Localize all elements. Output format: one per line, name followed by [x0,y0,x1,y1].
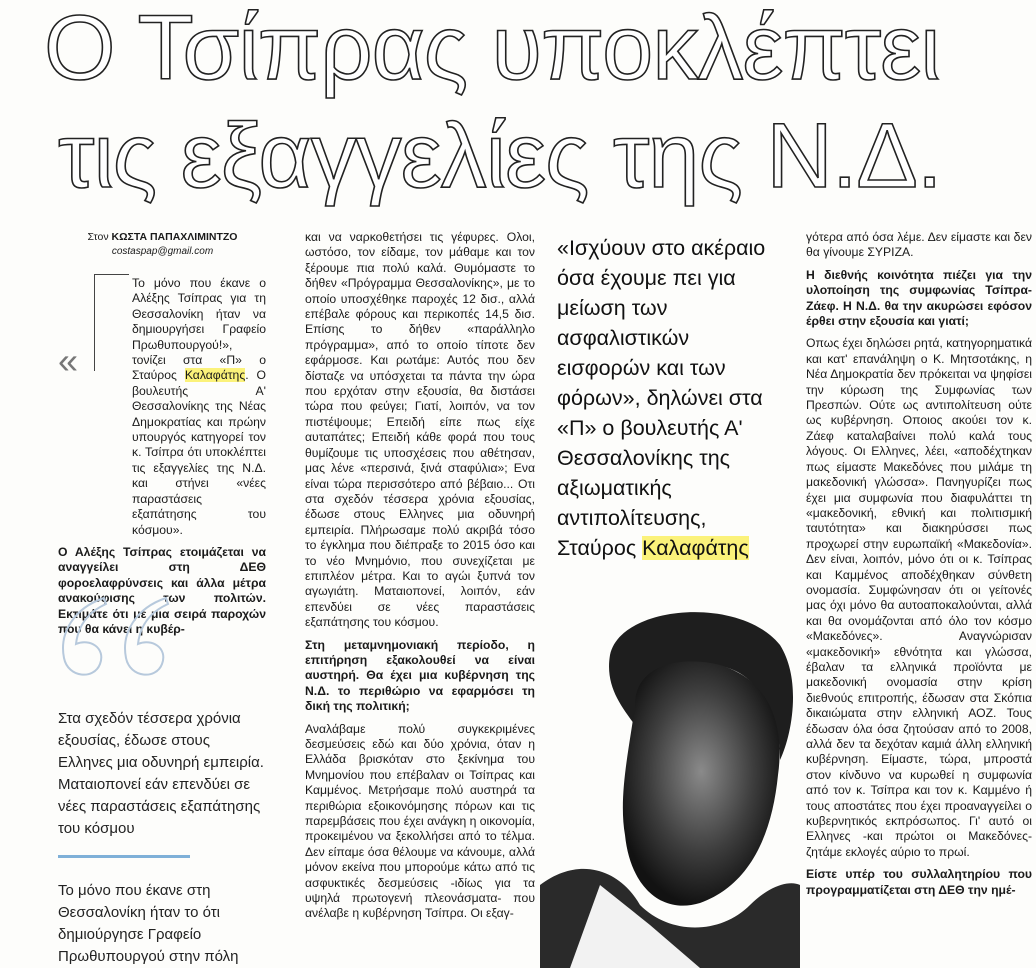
politician-photo [540,585,800,968]
side-quote: Στα σχεδόν τέσσερα χρόνια εξουσίας, έδωσε στους Ελληνες μια οδυνηρή εμπειρία. Ματαιοπονεί εάν επενδύει σε νέες παραστάσεις εξαπάτησης του κόσμου [58,710,264,837]
question-1: Ο Αλέξης Τσίπρας ετοιμάζεται να αναγγείλει στη ΔΕΘ φοροελαφρύνσεις και άλλα μέτρα ανακούφισης των πολιτών. Εκτιμάτε ότι με μια σειρά παροχών που θα κάνει η κυβέρ- [58,544,266,636]
byline-prefix: Στον [87,231,112,243]
paragraph: Αναλάβαμε πολύ συγκεκριμένες δεσμεύσεις εδώ και δύο χρόνια, όταν η Ελλάδα βρισκόταν στο ξεκίνημα του Μνημονίου που επέβαλαν οι Τσίπρας και Καμμένος. Μετρήσαμε πολύ αυστηρά τα περιθώρια εξοικονόμησης πόρων και τις παρεμβάσεις που έχει ανάγκη η οικονομία, προκειμένου να ξεκολλήσει από το τέλμα. Δεν είπαμε όσα θέλουμε να κάνουμε, αλλά μόνον εκείνα που μπορούμε κάτω από τις ασφυκτικές δεσμεύσεις -ιδίως για τα υψηλά πρωτογενή πλεονάσματα- που ανέλαβε η κυβέρνηση Τσίπρα. Οι εξαγ- [305,721,536,921]
intro-text: Το μόνο που έκανε ο Αλέξης Τσίπρας για τη Θεσσαλονίκη ήταν να δημιουργήσει Γραφείο Πρωθυπουργού!», τονίζει στα «Π» ο Σταύρος [132,276,266,383]
headline-line-2: τις εξαγγελίες της Ν.Δ. [58,105,942,207]
intro-paragraph [58,276,266,538]
headline [44,0,1034,210]
author-email: costaspap@gmail.com [111,246,214,257]
headline-line-1: Ο Τσίπρας υποκλέπτει [44,0,940,99]
byline [60,230,265,259]
highlighted-name: Καλαφάτης [184,368,246,383]
question-3: Η διεθνής κοινότητα πιέζει για την υλοποίηση της συμφωνίας Τσίπρα-Ζάεφ. Η Ν.Δ. θα την ακυρώσει εφόσον έρθει στην εξουσία και γιατί; [806,267,1032,329]
column-4 [806,230,1032,905]
quote-marks-icon [54,588,174,688]
pull-quote [557,233,787,563]
side-quote-2: Το μόνο που έκανε στη Θεσσαλονίκη ήταν το ότι δημιούργησε Γραφείο Πρωθυπουργού στην πόλη [58,882,239,965]
question-2: Στη μεταμνημονιακή περίοδο, η επιτήρηση εξακολουθεί να είναι αυστηρή. Θα έχει μια κυβέρνηση της Ν.Δ. το περιθώριο να εφαρμόσει τη δική της πολιτική; [305,637,535,714]
paragraph: και να ναρκοθετήσει τις γέφυρες. Ολοι, ωστόσο, τον είδαμε, τον μάθαμε και τον ξέρουμε πια πολύ καλά. Θυμόμαστε το δήθεν «Πρόγραμμα Θεσσαλονίκης», με το οποίο υποσχέθηκε παροχές 12 δισ., αλλά επέβαλε φόρους και περικοπές 14,5 δισ. Επίσης το δήθεν «παράλληλο πρόγραμμα», από το οποίο τίποτε δεν εφάρμοσε. Και ρωτάμε: Αυτός που δεν δίσταζε να υπόσχεται τα πάντα την ώρα που ερχόταν στην εξουσία, θα διστάσει τώρα που φεύγει; Γιατί, λοιπόν, να τον πιστέψουμε; Επειδή είπε πως είχε αυταπάτες; Επειδή κάθε φορά που τους θυμίζουμε τις υποσχέσεις που αθέτησαν, μας λένε «περσινά, ξινά σταφύλια»; Ενα είναι τώρα περισσότερο από βέβαιο... Οτι στα σχεδόν τέσσερα χρόνια εξουσίας, έδωσε στους Ελληνες μια οδυνηρή εμπειρία. Πλήρωσαμε πολύ ακριβά τόσο το έγκλημα που διέπραξε το 2015 όσο και το νέο Μνημόνιο, που συνεχίζεται με επιπλέον μέτρα. Και το αγώι ξυπνά τον αγωγιάτη. Ματαιοπονεί, λοιπόν, εάν επενδύει σε νέες παραστάσεις εξαπάτησης του κόσμου. [305,230,535,630]
intro-text-cont: . Ο βουλευτής Α' Θεσσαλονίκης της Νέας Δημοκρατίας και πρώην υπουργός κατηγορεί τον κ. Τσίπρα ότι υποκλέπτει τις εξαγγελίες της Ν.Δ. και στήνει «νέες παραστάσεις εξαπάτησης του κόσμου». [132,368,266,537]
column-2 [305,230,535,929]
author-name: ΚΩΣΤΑ ΠΑΠΑΧΛΙΜΙΝΤΖΟ [111,231,238,243]
divider-rule [58,855,190,858]
open-quote-icon: « [58,340,79,381]
pull-quote-highlight: Καλαφάτης [642,536,749,560]
paragraph: γότερα από όσα λέμε. Δεν είμαστε και δεν θα γίνουμε ΣΥΡΙΖΑ. [806,230,1032,260]
question-4: Είστε υπέρ του συλλαλητηρίου που προγραμματίζεται στη ΔΕΘ την ημέ- [806,867,1032,897]
pull-quote-text: «Ισχύουν στο ακέραιο όσα έχουμε πει για μείωση των ασφαλιστικών εισφορών και των φόρων», δηλώνει στα «Π» ο βουλευτής Α' Θεσσαλονίκης της αξιωματικής αντιπολίτευσης, Σταύρος [557,236,766,560]
paragraph: Οπως έχει δηλώσει ρητά, κατηγορηματικά και κατ' επανάληψη ο Κ. Μητσοτάκης, η Νέα Δημοκρατία δεν πρόκειται να ψηφίσει την κύρωση της Συμφωνίας των Πρεσπών. Ούτε ως αντιπολίτευση ούτε ως κυβέρνηση. Οποιος ακούει τον κ. Ζάεφ καταλαβαίνει πολύ καλά τους λόγους. Οι Ελληνες, λέει, «αποδέχτηκαν πως είμαστε Μακεδόνες που μιλάμε τη μακεδονική γλώσσα». Πανηγυρίζει πως έχει μια συμφωνία που διαφυλάττει τη «μακεδονική, εθνική και πολιτισμική ταυτότητα» και διακηρύσσει πως προχωρεί στην ευρωπαϊκή «Μακεδονία». Δεν είναι, λοιπόν, μόνο ότι οι κ. Τσίπρας και Καμμένος αποδέχθηκαν σύνθετη ονομασία. Συμφώνησαν ότι οι γείτονές μας όχι μόνο θα αυτοαποκαλούνται, αλλά και θα ονομάζονται από όλο τον κόσμο «Μακεδόνες». Αναγνώρισαν «μακεδονική» εθνότητα και γλώσσα, έβαλαν τα ελληνικά προϊόντα με μακεδονική ονομασία στην κρίση διεθνούς επιτροπής, έδωσαν στα Σκόπια δικαιώματα στην ελληνική ΑΟΖ. Τους έδωσαν όλα όσα ζητούσαν από το 2008, αλλά δεν τα δεχόταν καμιά άλλη ελληνική κυβέρνηση. Είμαστε, τώρα, μπροστά στον κίνδυνο να κυρωθεί η συμφωνία από τον κ. Τσίπρα και τον κ. Καμμένο ή τους αποστάτες που έχει προαναγγείλει ο κυβερνητικός εκπρόσωπος. Γι' αυτό οι Ελληνες -και πρώτοι οι Μακεδόνες- ζητάμε εκλογές αύριο το πρωί. [806,336,1032,859]
